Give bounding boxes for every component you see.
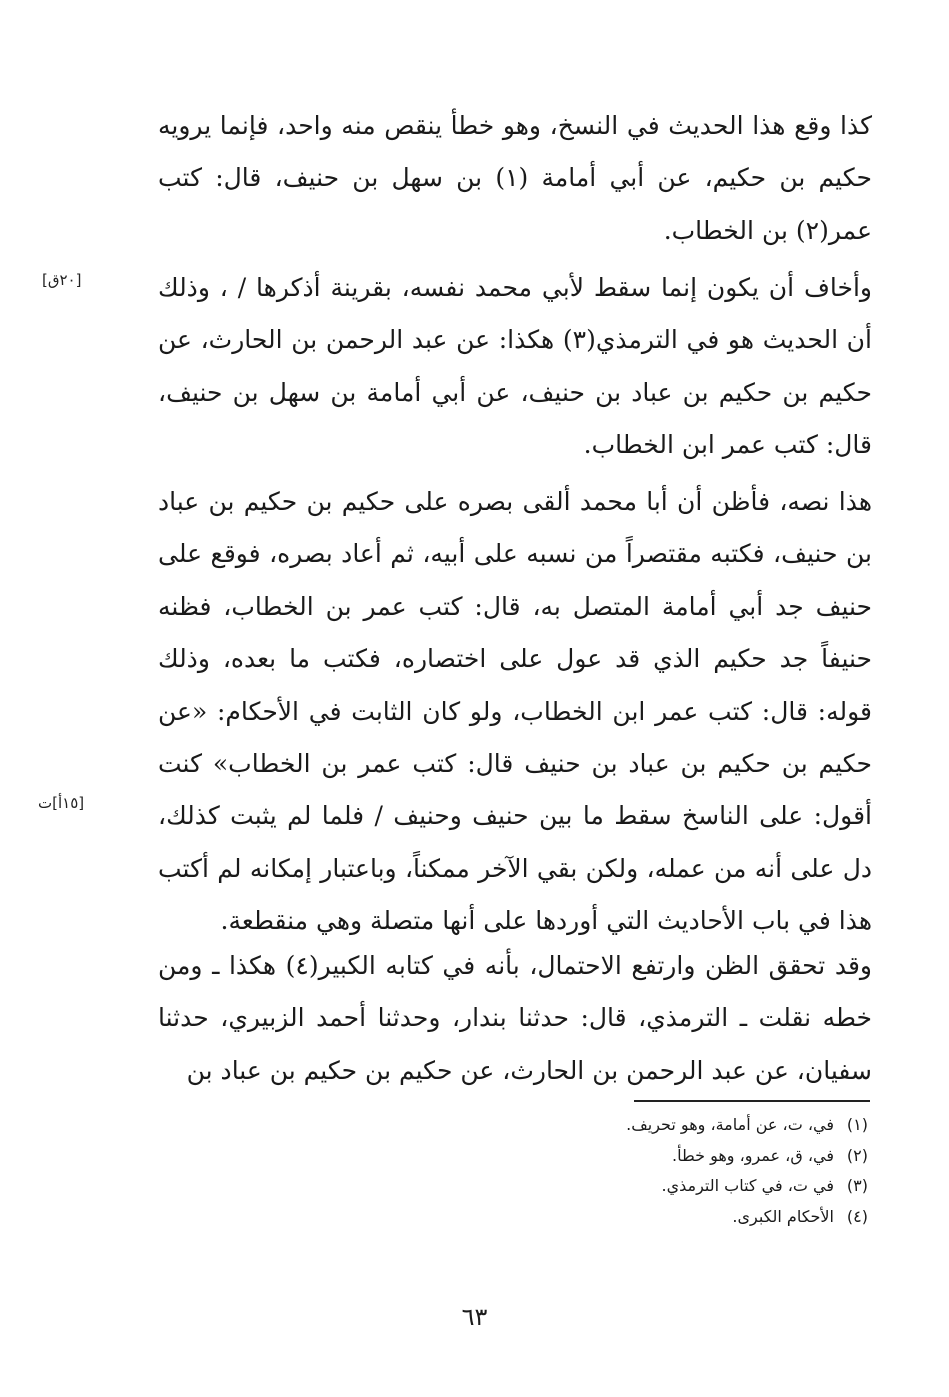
footnote-text: في، ت، عن أمامة، وهو تحريف. — [626, 1115, 834, 1134]
footnote — [500, 1110, 868, 1141]
footnote-divider — [634, 1100, 870, 1102]
footnote-text: الأحكام الكبرى. — [732, 1206, 834, 1226]
footnotes — [500, 1110, 868, 1232]
footnote-text: في ت، في كتاب الترمذي. — [661, 1176, 834, 1195]
margin-note-2: [١٥أ]ت — [38, 794, 85, 812]
body-paragraph-3: هذا نصه، فأظن أن أبا محمد ألقى بصره على حكيم بن حكيم بن عباد بن حنيف، فكتبه مقتصراً من نسبه على أبيه، ثم أعاد بصره، فوقع على حنيف جد أبي أمامة المتصل به، قال: كتب عمر بن الخطاب، فظنه حنيفاً جد حكيم الذي قد عول على اختصاره، فكتب ما بعده، وذلك قوله: قال: كتب عمر ابن الخطاب، ولو كان الثابت في الأحكام: «عن حكيم بن حكيم بن عباد بن حنيف قال: كتب عمر بن الخطاب» كنت أقول: على الناسخ سقط ما بين حنيف وحنيف / فلما لم يثبت كذلك، دل على أنه من عمله، ولكن بقي الآخر ممكناً، وباعتبار إمكانه لم أكتب هذا في باب الأحاديث التي أوردها على أنها متصلة وهي منقطعة. — [158, 487, 872, 936]
footnote-number: (١) — [846, 1115, 868, 1134]
footnote — [500, 1171, 868, 1202]
body-paragraph-2: وأخاف أن يكون إنما سقط لأبي محمد نفسه، بقرينة أذكرها / ، وذلك أن الحديث هو في الترمذي(٣) هكذا: عن عبد الرحمن بن الحارث، عن حكيم بن حكيم بن عباد بن حنيف، عن أبي أمامة بن سهل بن حنيف، قال: كتب عمر ابن الخطاب. — [158, 273, 872, 460]
page-number: ٦٣ — [461, 1303, 488, 1331]
footnote — [500, 1202, 868, 1233]
margin-note-1: [٢٠ق] — [42, 271, 82, 289]
footnote-text: في، ق، عمرو، وهو خطأ. — [672, 1145, 834, 1165]
footnote-number: (٢) — [846, 1145, 868, 1165]
body-paragraph-1: كذا وقع هذا الحديث في النسخ، وهو خطأ ينقص منه واحد، فإنما يرويه حكيم بن حكيم، عن أبي أمامة (١) بن سهل بن حنيف، قال: كتب عمر(٢) بن الخطاب. — [158, 111, 872, 245]
body-paragraph-4: وقد تحقق الظن وارتفع الاحتمال، بأنه في كتابه الكبير(٤) هكذا ـ ومن خطه نقلت ـ الترمذي، قال: حدثنا بندار، وحدثنا أحمد الزبيري، حدثنا سفيان، عن عبد الرحمن بن الحارث، عن حكيم بن حكيم بن عباد بن — [158, 951, 872, 1085]
footnote — [500, 1141, 868, 1172]
footnote-number: (٣) — [846, 1176, 868, 1195]
footnote-number: (٤) — [846, 1206, 868, 1226]
